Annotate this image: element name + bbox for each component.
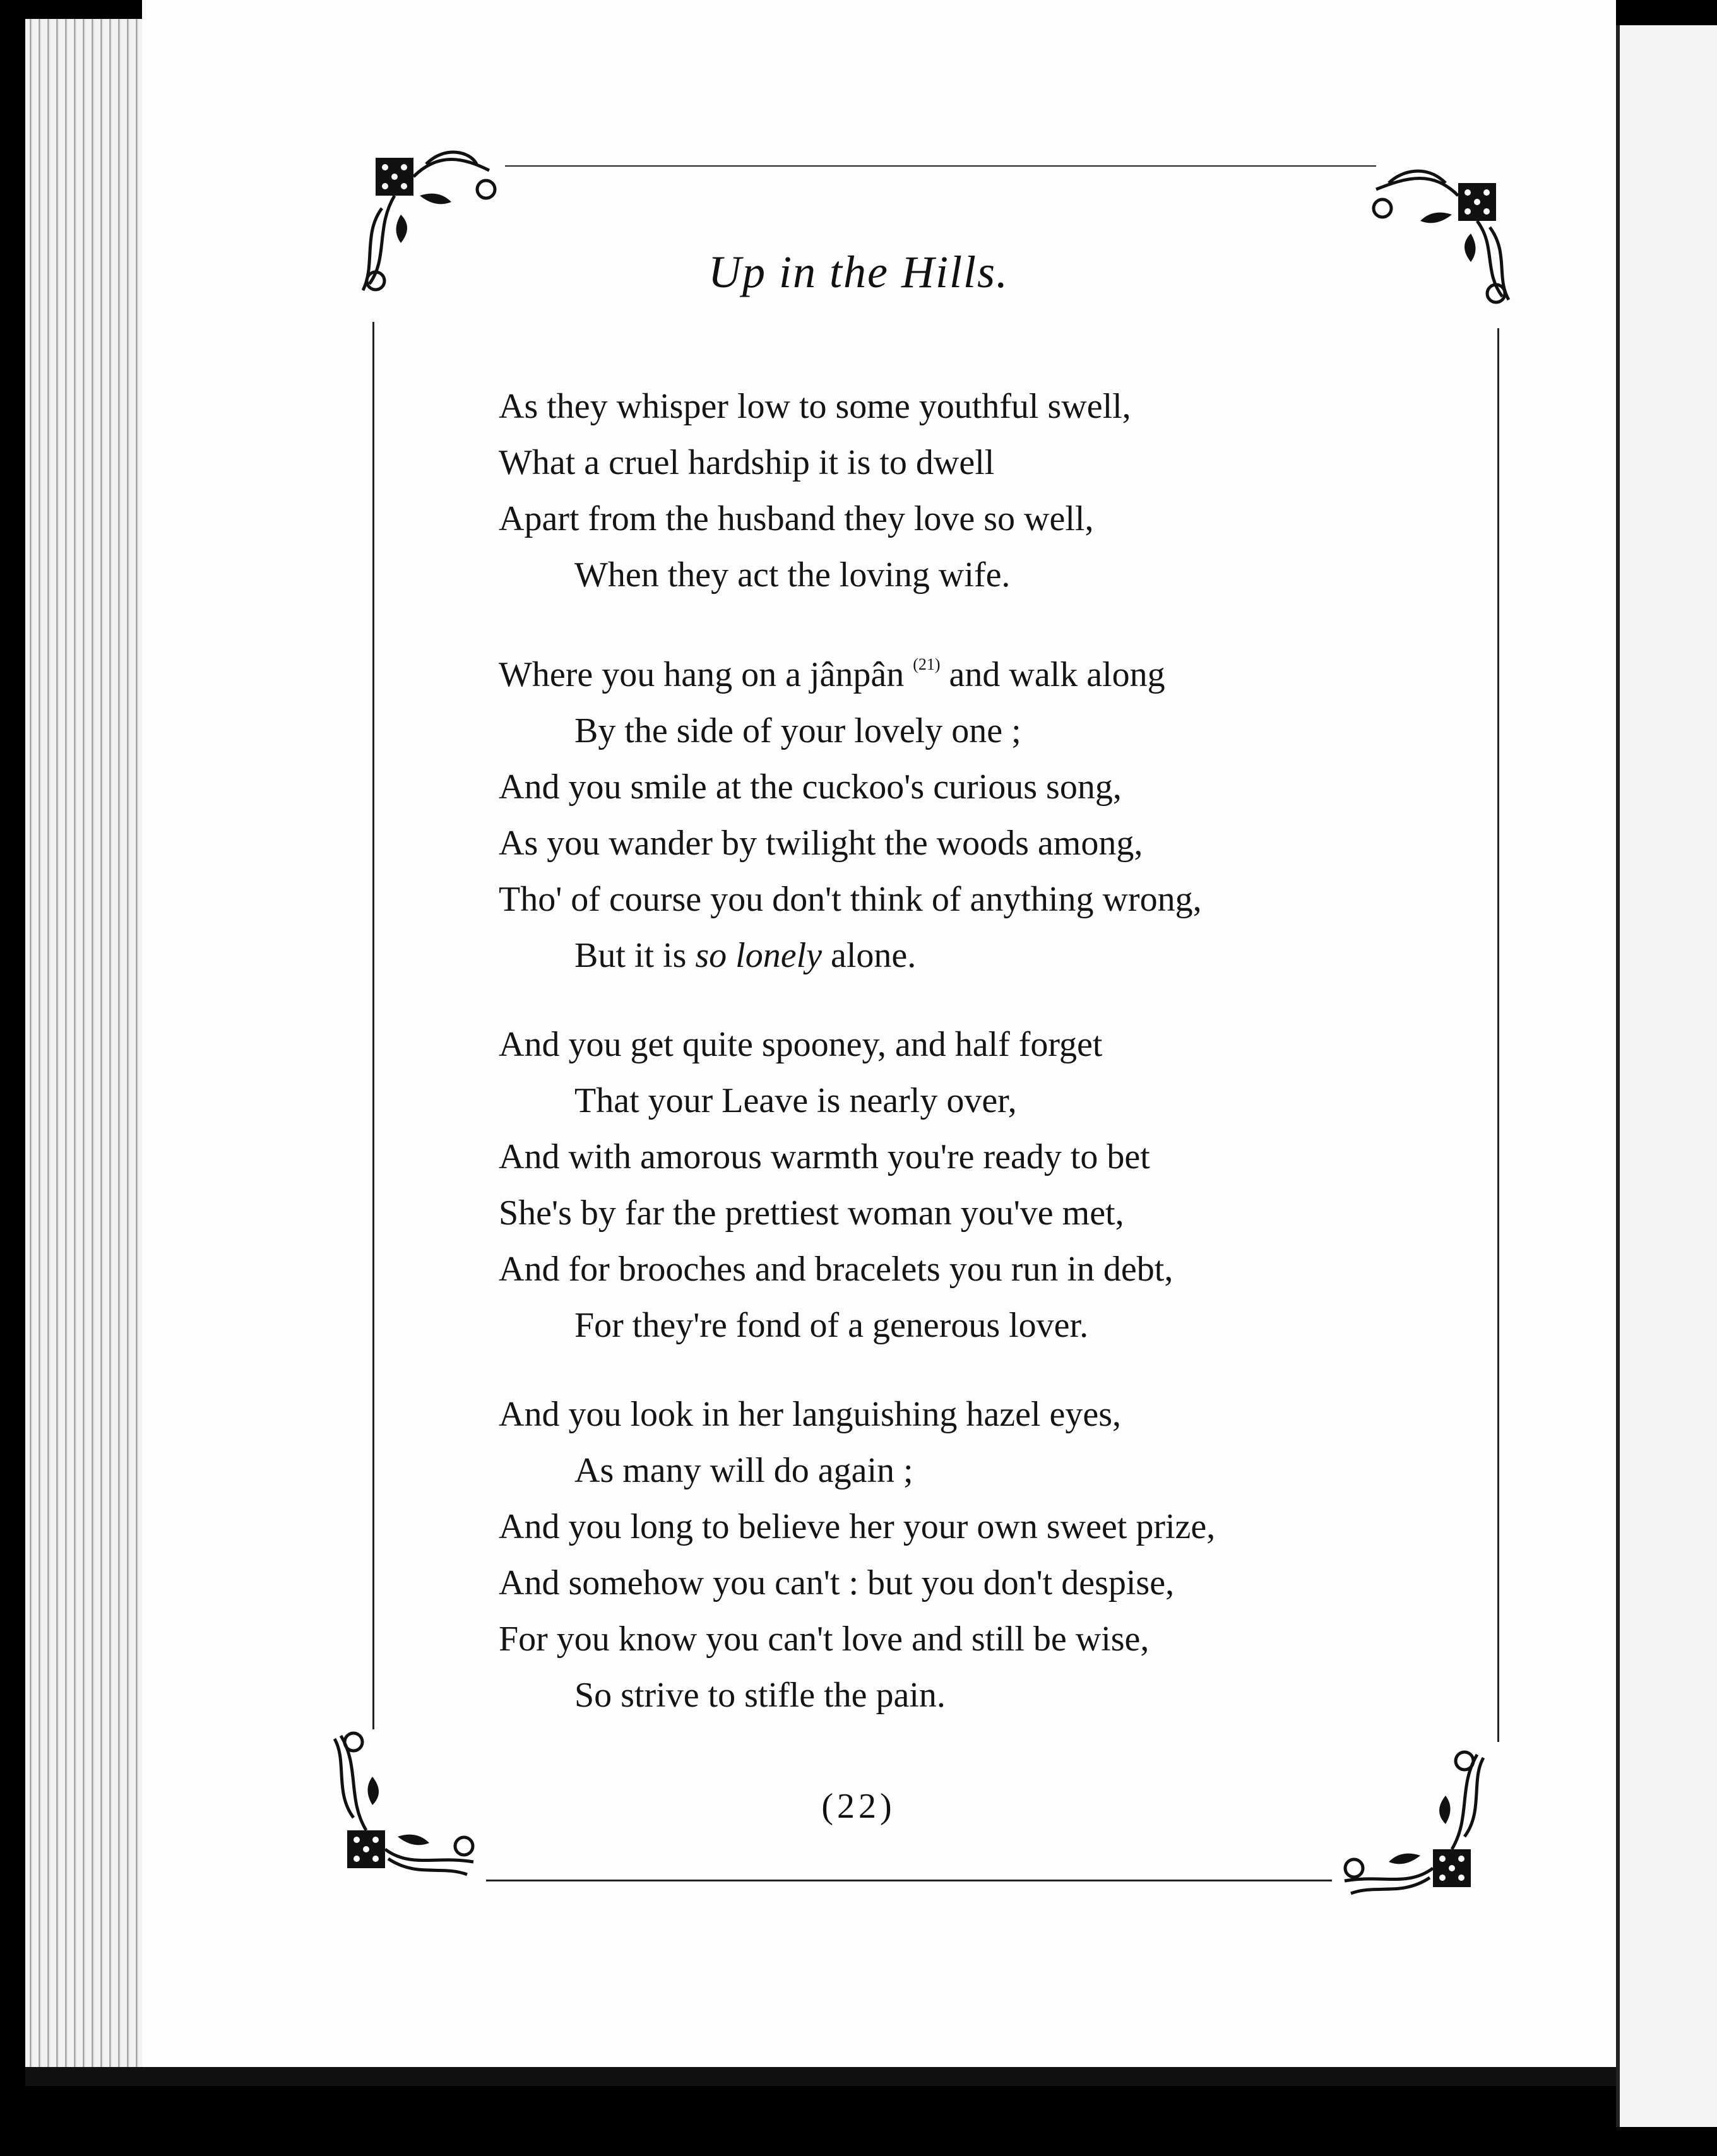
poem-line: Tho' of course you don't think of anything wrong, bbox=[499, 880, 1202, 919]
poem-line-indented: That your Leave is nearly over, bbox=[574, 1081, 1017, 1120]
poem-line-indented bbox=[499, 928, 1382, 984]
line-text: and walk along bbox=[940, 655, 1165, 694]
poem-body bbox=[499, 379, 1382, 1756]
poem-line bbox=[499, 636, 1382, 703]
poem-line: And you long to believe her your own sweet prize, bbox=[499, 1507, 1216, 1546]
stanza-3 bbox=[499, 1017, 1382, 1354]
line-text: Where you hang on a jânpân bbox=[499, 655, 913, 694]
stanza-1 bbox=[499, 379, 1382, 603]
frame-rule-bottom bbox=[486, 1880, 1332, 1881]
line-text: alone. bbox=[822, 936, 917, 975]
poem-line: And you look in her languishing hazel eyes, bbox=[499, 1395, 1122, 1434]
page-number: (22) bbox=[821, 1787, 896, 1826]
book-page-edges bbox=[25, 19, 143, 2070]
poem-line: As you wander by twilight the woods among, bbox=[499, 824, 1143, 863]
footnote-marker: (21) bbox=[913, 655, 941, 673]
poem-line: And you get quite spooney, and half forget bbox=[499, 1025, 1103, 1064]
poem-line-indented: By the side of your lovely one ; bbox=[574, 711, 1021, 750]
frame-rule-top bbox=[505, 165, 1376, 167]
poem-line-indented: When they act the loving wife. bbox=[574, 555, 1011, 595]
book-bottom-edge bbox=[25, 2067, 1616, 2086]
poem-line-indented: For they're fond of a generous lover. bbox=[574, 1306, 1089, 1345]
frame-rule-right bbox=[1497, 328, 1499, 1742]
line-text: But it is bbox=[574, 936, 696, 975]
poem-line-indented: So strive to stifle the pain. bbox=[574, 1676, 946, 1715]
poem-line: What a cruel hardship it is to dwell bbox=[499, 443, 995, 482]
poem-line: And you smile at the cuckoo's curious song, bbox=[499, 767, 1122, 807]
poem-line: And somehow you can't : but you don't despise, bbox=[499, 1563, 1175, 1602]
poem-line: For you know you can't love and still be wise, bbox=[499, 1620, 1150, 1659]
poem-line: Apart from the husband they love so well, bbox=[499, 499, 1094, 538]
italic-emphasis: so lonely bbox=[695, 936, 823, 975]
frame-rule-left bbox=[372, 322, 374, 1729]
stanza-4 bbox=[499, 1387, 1382, 1724]
running-head: Up in the Hills. bbox=[708, 247, 1009, 297]
stanza-2 bbox=[499, 636, 1382, 984]
poem-line: And with amorous warmth you're ready to bet bbox=[499, 1137, 1150, 1176]
poem-line: And for brooches and bracelets you run in debt, bbox=[499, 1250, 1173, 1289]
poem-line: As they whisper low to some youthful swell, bbox=[499, 387, 1131, 426]
poem-line: She's by far the prettiest woman you've met, bbox=[499, 1194, 1124, 1233]
poem-line-indented: As many will do again ; bbox=[574, 1451, 913, 1490]
